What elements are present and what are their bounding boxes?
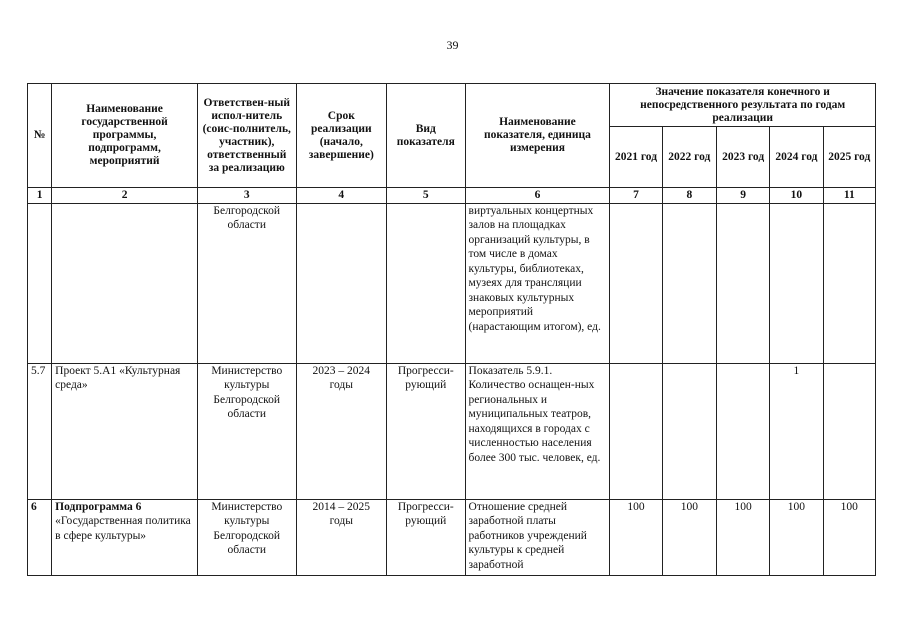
row-period: 2014 – 2025 годы bbox=[296, 499, 387, 575]
row-period bbox=[296, 203, 387, 363]
row-indicator: Отношение средней заработной платы работников учреждений культуры к средней заработной bbox=[465, 499, 610, 575]
row-number: 6 bbox=[28, 499, 52, 575]
row-name bbox=[52, 499, 198, 575]
row-responsible: Министерство культуры Белгородской области bbox=[197, 499, 296, 575]
row-value: 1 bbox=[770, 363, 823, 499]
row-type: Прогресси-рующий bbox=[387, 499, 465, 575]
column-number: 8 bbox=[662, 188, 716, 204]
column-number: 2 bbox=[52, 188, 198, 204]
header-year: 2024 год bbox=[770, 127, 823, 188]
table-row bbox=[28, 363, 876, 499]
header-no: № bbox=[28, 84, 52, 188]
row-value: 100 bbox=[716, 499, 769, 575]
header-name: Наименование государственной программы, подпрограмм, мероприятий bbox=[52, 84, 198, 188]
column-number: 5 bbox=[387, 188, 465, 204]
row-type: Прогресси-рующий bbox=[387, 363, 465, 499]
column-number: 11 bbox=[823, 188, 875, 204]
column-number: 7 bbox=[610, 188, 662, 204]
row-value: 100 bbox=[662, 499, 716, 575]
program-table bbox=[27, 83, 876, 576]
row-value bbox=[610, 363, 662, 499]
row-name-title: «Государственная политика в сфере культуры» bbox=[55, 515, 191, 542]
row-value bbox=[823, 203, 875, 363]
row-period: 2023 – 2024 годы bbox=[296, 363, 387, 499]
header-period: Срок реализации (начало, завершение) bbox=[296, 84, 387, 188]
header-type: Вид показателя bbox=[387, 84, 465, 188]
table-row bbox=[28, 499, 876, 575]
row-name: Проект 5.А1 «Культурная среда» bbox=[52, 363, 198, 499]
header-year: 2022 год bbox=[662, 127, 716, 188]
header-year: 2021 год bbox=[610, 127, 662, 188]
row-value bbox=[770, 203, 823, 363]
row-type bbox=[387, 203, 465, 363]
row-number bbox=[28, 203, 52, 363]
column-number: 10 bbox=[770, 188, 823, 204]
header-year: 2023 год bbox=[716, 127, 769, 188]
row-number: 5.7 bbox=[28, 363, 52, 499]
header-values-group: Значение показателя конечного и непосредственного результата по годам реализации bbox=[610, 84, 876, 127]
row-indicator: Показатель 5.9.1. Количество оснащен-ных региональных и муниципальных театров, находящихся в городах с численностью населения более 300 тыс. человек, ед. bbox=[465, 363, 610, 499]
row-value bbox=[662, 363, 716, 499]
row-value bbox=[610, 203, 662, 363]
header-row bbox=[28, 84, 876, 127]
column-number: 9 bbox=[716, 188, 769, 204]
page-number: 39 bbox=[446, 38, 459, 52]
row-value bbox=[716, 363, 769, 499]
header-responsible: Ответствен-ный испол-нитель (соис-полнитель, участник), ответственный за реализацию bbox=[197, 84, 296, 188]
table-row bbox=[28, 203, 876, 363]
row-responsible: Министерство культуры Белгородской области bbox=[197, 363, 296, 499]
row-value bbox=[662, 203, 716, 363]
row-value: 100 bbox=[610, 499, 662, 575]
header-indicator: Наименование показателя, единица измерения bbox=[465, 84, 610, 188]
row-value bbox=[823, 363, 875, 499]
row-responsible: Белгородской области bbox=[197, 203, 296, 363]
row-value: 100 bbox=[823, 499, 875, 575]
row-value: 100 bbox=[770, 499, 823, 575]
column-number: 1 bbox=[28, 188, 52, 204]
header-year: 2025 год bbox=[823, 127, 875, 188]
column-number: 4 bbox=[296, 188, 387, 204]
row-indicator: виртуальных концертных залов на площадках организаций культуры, в том числе в домах культуры, библиотеках, музеях для трансляции знаковых культурных мероприятий (нарастающим итогом), ед. bbox=[465, 203, 610, 363]
column-number-row bbox=[28, 188, 876, 204]
row-name bbox=[52, 203, 198, 363]
column-number: 3 bbox=[197, 188, 296, 204]
column-number: 6 bbox=[465, 188, 610, 204]
row-name-subprogram: Подпрограмма 6 bbox=[55, 500, 142, 513]
row-value bbox=[716, 203, 769, 363]
